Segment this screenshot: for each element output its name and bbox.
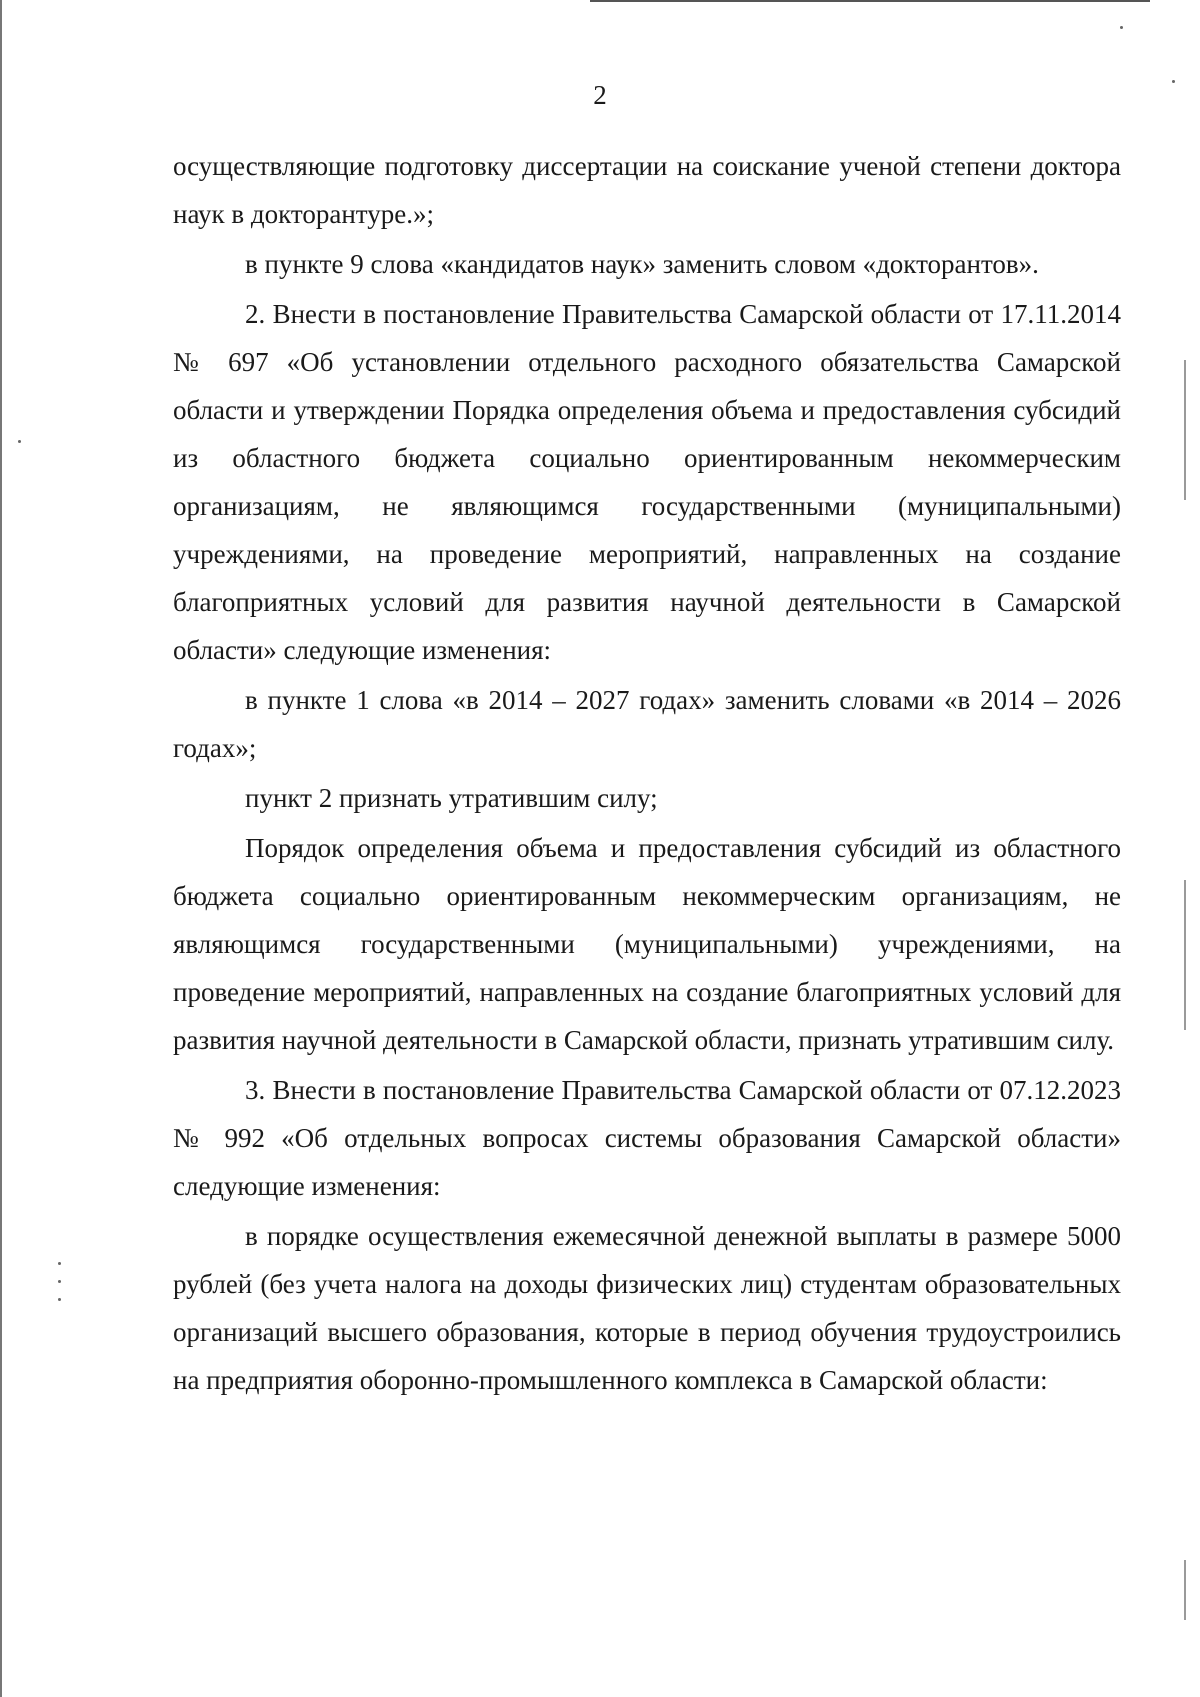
document-body <box>173 142 1121 1404</box>
paragraph: в порядке осуществления ежемесячной денежной выплаты в размере 5000 рублей (без учета налога на доходы физических лиц) студентам образовательных организаций высшего образования, которые в период обучения трудоустроились на предприятия оборонно-промышленного комплекса в Самарской области: <box>173 1221 1121 1395</box>
paragraph: пункт 2 признать утратившим силу; <box>245 783 658 813</box>
scan-speck <box>18 440 21 443</box>
scan-edge-right <box>1184 880 1186 1030</box>
scan-edge-right <box>1184 1560 1186 1620</box>
scan-speck <box>1120 26 1123 29</box>
scan-edge-top <box>590 0 1150 2</box>
paragraph: 3. Внести в постановление Правительства Самарской области от 07.12.2023 № 992 «Об отдельных вопросах системы образования Самарской области» следующие изменения: <box>173 1075 1121 1201</box>
scan-edge-right <box>1184 360 1186 500</box>
scan-speck <box>58 1262 61 1265</box>
page-number: 2 <box>593 80 607 110</box>
scan-edge-left <box>0 0 2 1697</box>
scan-speck <box>58 1280 61 1283</box>
paragraph: 2. Внести в постановление Правительства Самарской области от 17.11.2014 № 697 «Об установлении отдельного расходного обязательства Самарской области и утверждении Порядка определения объема и предоставления субсидий из областного бюджета социально ориентированным некоммерческим организациям, не являющимся государственными (муниципальными) учреждениями, на проведение мероприятий, направленных на создание благоприятных условий для развития научной деятельности в Самарской области» следующие изменения: <box>173 299 1121 665</box>
paragraph: осуществляющие подготовку диссертации на соискание ученой степени доктора наук в докторантуре.»; <box>173 151 1121 229</box>
scan-speck <box>58 1298 61 1301</box>
paragraph: в пункте 9 слова «кандидатов наук» заменить словом «докторантов». <box>245 249 1039 279</box>
paragraph: в пункте 1 слова «в 2014 – 2027 годах» заменить словами «в 2014 – 2026 годах»; <box>173 685 1121 763</box>
paragraph: Порядок определения объема и предоставления субсидий из областного бюджета социально ориентированным некоммерческим организациям, не являющимся государственными (муниципальными) учреждениями, на проведение мероприятий, направленных на создание благоприятных условий для развития научной деятельности в Самарской области, признать утратившим силу. <box>173 833 1121 1055</box>
